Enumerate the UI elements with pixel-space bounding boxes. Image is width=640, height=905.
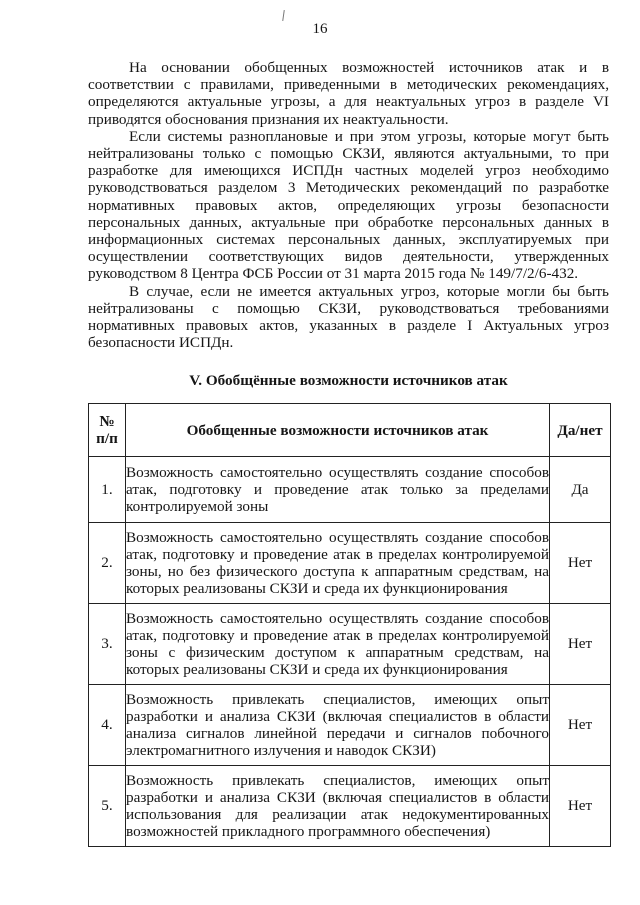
row-value: Нет	[550, 604, 611, 685]
section-title: V. Обобщённые возможности источников атак	[189, 372, 508, 389]
row-number: 2.	[89, 523, 126, 604]
row-description: Возможность самостоятельно осуществлять создание способов атак, подготовку и проведение атак в пределах контролируемой зоны с физическим доступом к аппаратным средствам, на которых реализованы СКЗИ и среда их функционирования	[126, 604, 550, 685]
row-description: Возможность самостоятельно осуществлять создание способов атак, подготовку и проведение атак в пределах контролируемой зоны, но без физического доступа к аппаратным средствам, на которых реализованы СКЗИ и среда их функционирования	[126, 523, 550, 604]
body-text	[88, 59, 609, 351]
row-value: Нет	[550, 523, 611, 604]
row-description: Возможность привлекать специалистов, имеющих опыт разработки и анализа СКЗИ (включая специалистов в области использования для реализации атак недокументированных возможностей прикладного программного обеспечения)	[126, 766, 550, 847]
paragraph: В случае, если не имеется актуальных угроз, которые могли бы быть нейтрализованы с помощью СКЗИ, руководствоваться требованиями нормативных правовых актов, указанных в разделе I Актуальных угроз безопасности ИСПДн.	[88, 282, 609, 352]
table-row	[89, 457, 611, 523]
header-yes-no: Да/нет	[550, 404, 611, 457]
table-row	[89, 685, 611, 766]
paragraph: Если системы разноплановые и при этом угрозы, которые могут быть нейтрализованы только с помощью СКЗИ, являются актуальными, то при разработке для имеющихся ИСПДн частных моделей угроз необходимо руководствоваться разделом 3 Методических рекомендаций по разработке нормативных правовых актов, определяющих угрозы безопасности персональных данных, актуальные при обработке персональных данных в информационных системах персональных данных, эксплуатируемых при осуществлении соответствующих видов деятельности, утвержденных руководством 8 Центра ФСБ России от 31 марта 2015 года № 149/7/2/6-432.	[88, 127, 609, 283]
page-number: 16	[312, 21, 328, 37]
header-description: Обобщенные возможности источников атак	[126, 404, 550, 457]
table-row	[89, 766, 611, 847]
table-row	[89, 604, 611, 685]
row-description: Возможность самостоятельно осуществлять создание способов атак, подготовку и проведение атак только за пределами контролируемой зоны	[126, 457, 550, 523]
capabilities-table	[88, 403, 611, 847]
row-value: Да	[550, 457, 611, 523]
row-description: Возможность привлекать специалистов, имеющих опыт разработки и анализа СКЗИ (включая специалистов в области анализа сигналов линейной передачи и сигналов побочного электромагнитного излучения и наводок СКЗИ)	[126, 685, 550, 766]
row-number: 1.	[89, 457, 126, 523]
row-number: 4.	[89, 685, 126, 766]
row-number: 3.	[89, 604, 126, 685]
paragraph: На основании обобщенных возможностей источников атак и в соответствии с правилами, приведенными в методических рекомендациях, определяются актуальные угрозы, а для неактуальных угроз в разделе VI приводятся обоснования признания их неактуальности.	[88, 59, 609, 128]
table-row	[89, 523, 611, 604]
header-number	[89, 404, 126, 457]
row-value: Нет	[550, 766, 611, 847]
row-value: Нет	[550, 685, 611, 766]
header-number-line2: п/п	[96, 430, 118, 447]
header-number-line1: №	[99, 413, 115, 430]
row-number: 5.	[89, 766, 126, 847]
table-header-row	[89, 404, 611, 457]
